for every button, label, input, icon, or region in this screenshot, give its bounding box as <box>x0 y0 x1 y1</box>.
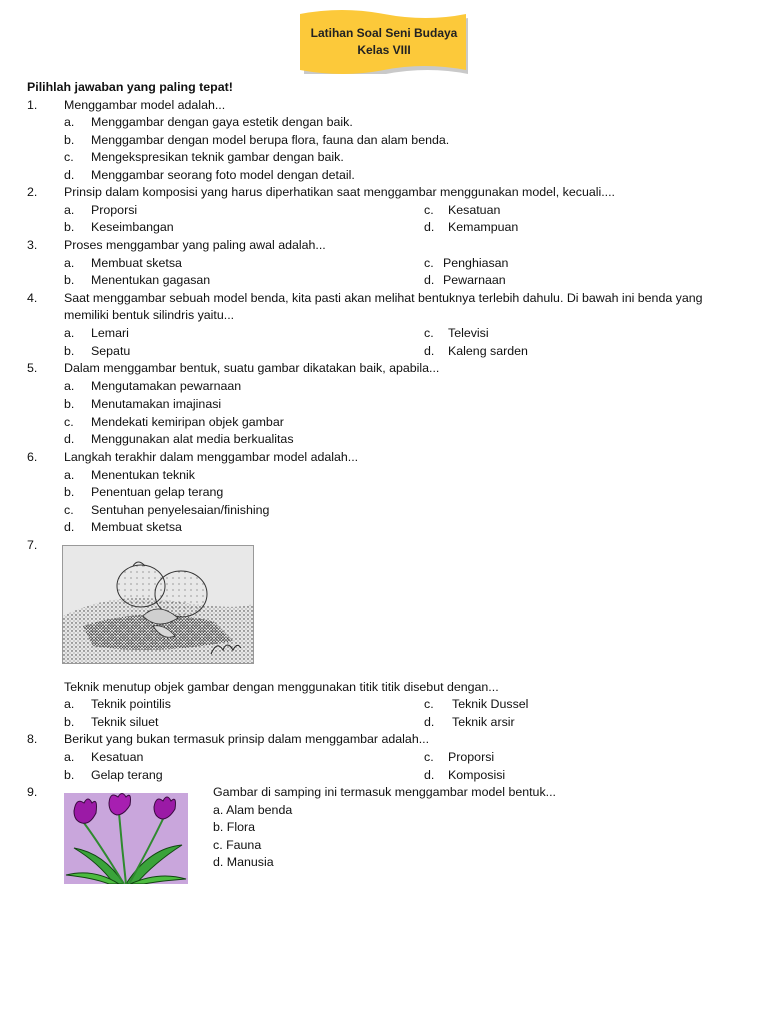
question-number: 3. <box>27 238 38 252</box>
question-text: Dalam menggambar bentuk, suatu gambar dikatakan baik, apabila... <box>64 361 440 375</box>
option-text: Proporsi <box>448 750 495 764</box>
option-text: Pewarnaan <box>443 273 506 287</box>
option-label: d. <box>64 432 75 446</box>
question-number: 8. <box>27 732 38 746</box>
option-label: a. <box>64 326 75 340</box>
option-label: d. <box>64 168 75 182</box>
option-label: d. <box>424 768 435 782</box>
option-label: c. <box>424 256 434 270</box>
option-label: c. <box>64 415 74 429</box>
option-label: d. <box>424 273 435 287</box>
option-text: a. Alam benda <box>213 803 293 817</box>
option-text: Sentuhan penyelesaian/finishing <box>91 503 270 517</box>
option-label: a. <box>64 697 75 711</box>
option-text: Menggambar dengan model berupa flora, fauna dan alam benda. <box>91 133 450 147</box>
question-text: Gambar di samping ini termasuk menggambar model bentuk... <box>213 785 556 799</box>
option-text: b. Flora <box>213 820 256 834</box>
option-label: d. <box>64 520 75 534</box>
option-text: Menentukan teknik <box>91 468 196 482</box>
option-text: Mengekspresikan teknik gambar dengan baik. <box>91 150 344 164</box>
option-text: Teknik siluet <box>91 715 159 729</box>
pointillism-fruit-drawing <box>62 545 254 664</box>
option-label: b. <box>64 397 75 411</box>
option-label: a. <box>64 750 75 764</box>
question-text: Langkah terakhir dalam menggambar model adalah... <box>64 450 359 464</box>
option-text: Menutamakan imajinasi <box>91 397 222 411</box>
option-label: d. <box>424 715 435 729</box>
question-number: 6. <box>27 450 38 464</box>
option-text: Menggambar seorang foto model dengan detail. <box>91 168 355 182</box>
option-label: b. <box>64 344 75 358</box>
option-label: c. <box>424 750 434 764</box>
question-number: 5. <box>27 361 38 375</box>
option-label: a. <box>64 115 75 129</box>
option-text: Mengutamakan pewarnaan <box>91 379 242 393</box>
question-number: 1. <box>27 98 38 112</box>
option-label: c. <box>424 697 434 711</box>
option-label: a. <box>64 379 75 393</box>
question-text: Teknik menutup objek gambar dengan menggunakan titik titik disebut dengan... <box>64 680 499 694</box>
option-text: Sepatu <box>91 344 131 358</box>
option-text: Penghiasan <box>443 256 509 270</box>
question-text: Menggambar model adalah... <box>64 98 226 112</box>
option-label: a. <box>64 256 75 270</box>
option-text: Proporsi <box>91 203 138 217</box>
option-label: c. <box>424 203 434 217</box>
option-text: Kemampuan <box>448 220 519 234</box>
option-text: Menggambar dengan gaya estetik dengan baik. <box>91 115 353 129</box>
question-number: 4. <box>27 291 38 305</box>
option-label: c. <box>64 150 74 164</box>
option-label: b. <box>64 220 75 234</box>
option-label: a. <box>64 203 75 217</box>
option-text: Komposisi <box>448 768 506 782</box>
option-text: Teknik arsir <box>452 715 515 729</box>
tulip-flower-drawing <box>64 793 188 884</box>
option-label: b. <box>64 768 75 782</box>
option-text: Kesatuan <box>448 203 501 217</box>
tulip-drawing-svg <box>64 793 188 884</box>
question-text: Prinsip dalam komposisi yang harus diperhatikan saat menggambar menggunakan model, kecuali.... <box>64 185 615 199</box>
question-text: Proses menggambar yang paling awal adalah... <box>64 238 326 252</box>
banner-title <box>300 25 468 59</box>
title-line-1: Latihan Soal Seni Budaya <box>310 26 458 40</box>
option-text: d. Manusia <box>213 855 274 869</box>
option-label: b. <box>64 133 75 147</box>
option-label: d. <box>424 220 435 234</box>
question-text: Saat menggambar sebuah model benda, kita pasti akan melihat bentuknya terlebih dahulu. Di bawah ini benda yang <box>64 291 703 305</box>
option-label: b. <box>64 715 75 729</box>
title-banner <box>300 10 468 74</box>
option-text: Menentukan gagasan <box>91 273 211 287</box>
option-label: b. <box>64 485 75 499</box>
option-label: c. <box>64 503 74 517</box>
option-text: Kaleng sarden <box>448 344 528 358</box>
option-text: Kesatuan <box>91 750 144 764</box>
title-line-2: Kelas VIII <box>357 43 411 57</box>
option-label: b. <box>64 273 75 287</box>
option-text: Membuat sketsa <box>91 520 182 534</box>
option-label: c. <box>424 326 434 340</box>
question-text-continued: memiliki bentuk silindris yaitu... <box>64 308 235 322</box>
question-number: 9. <box>27 785 38 799</box>
option-text: Lemari <box>91 326 129 340</box>
option-text: Penentuan gelap terang <box>91 485 224 499</box>
fruit-drawing-svg <box>63 546 253 663</box>
question-number: 2. <box>27 185 38 199</box>
question-number: 7. <box>27 538 38 552</box>
option-text: Teknik pointilis <box>91 697 171 711</box>
option-text: Gelap terang <box>91 768 163 782</box>
option-text: Menggunakan alat media berkualitas <box>91 432 294 446</box>
option-text: c. Fauna <box>213 838 262 852</box>
option-text: Teknik Dussel <box>452 697 529 711</box>
option-text: Keseimbangan <box>91 220 174 234</box>
option-text: Televisi <box>448 326 489 340</box>
option-text: Mendekati kemiripan objek gambar <box>91 415 284 429</box>
instruction: Pilihlah jawaban yang paling tepat! <box>27 80 233 94</box>
option-label: d. <box>424 344 435 358</box>
question-text: Berikut yang bukan termasuk prinsip dalam menggambar adalah... <box>64 732 430 746</box>
option-label: a. <box>64 468 75 482</box>
option-text: Membuat sketsa <box>91 256 182 270</box>
